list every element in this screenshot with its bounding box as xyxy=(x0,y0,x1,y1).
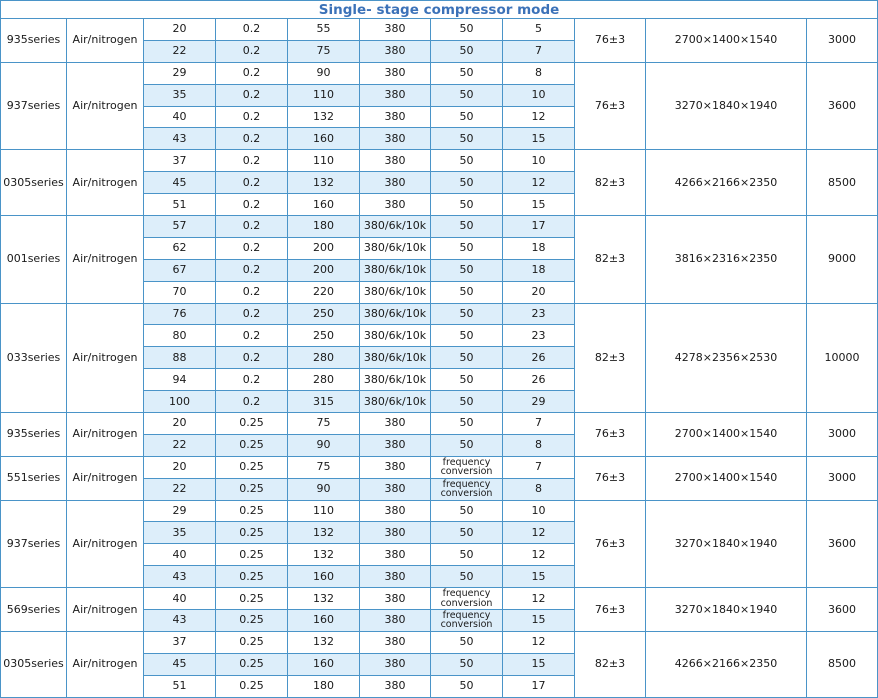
load-cell: 12 xyxy=(503,106,575,128)
series-cell: 551series xyxy=(1,456,67,500)
flow-cell: 100 xyxy=(144,391,216,413)
medium-cell: Air/nitrogen xyxy=(67,456,144,500)
pressure-cell: 0.25 xyxy=(216,522,288,544)
load-cell: 8 xyxy=(503,62,575,84)
medium-cell: Air/nitrogen xyxy=(67,19,144,63)
power-cell: 280 xyxy=(288,369,360,391)
pressure-cell: 0.2 xyxy=(216,106,288,128)
voltage-cell: 380 xyxy=(360,128,431,150)
load-cell: 8 xyxy=(503,434,575,456)
voltage-cell: 380 xyxy=(360,413,431,435)
load-cell: 12 xyxy=(503,172,575,194)
flow-cell: 37 xyxy=(144,150,216,172)
frequency-cell: 50 xyxy=(431,347,503,369)
power-cell: 180 xyxy=(288,675,360,697)
voltage-cell: 380 xyxy=(360,610,431,632)
voltage-cell: 380 xyxy=(360,675,431,697)
frequency-cell: 50 xyxy=(431,631,503,653)
series-cell: 935series xyxy=(1,413,67,457)
power-cell: 132 xyxy=(288,544,360,566)
power-cell: 180 xyxy=(288,216,360,238)
voltage-cell: 380/6k/10k xyxy=(360,259,431,281)
pressure-cell: 0.2 xyxy=(216,347,288,369)
frequency-cell: 50 xyxy=(431,566,503,588)
power-cell: 132 xyxy=(288,106,360,128)
pressure-cell: 0.25 xyxy=(216,544,288,566)
power-cell: 90 xyxy=(288,62,360,84)
pressure-cell: 0.2 xyxy=(216,303,288,325)
series-cell: 0305series xyxy=(1,150,67,216)
voltage-cell: 380/6k/10k xyxy=(360,237,431,259)
frequency-cell: 50 xyxy=(431,128,503,150)
flow-cell: 22 xyxy=(144,434,216,456)
noise-cell: 76±3 xyxy=(575,413,646,457)
load-cell: 10 xyxy=(503,150,575,172)
load-cell: 20 xyxy=(503,281,575,303)
medium-cell: Air/nitrogen xyxy=(67,413,144,457)
flow-cell: 35 xyxy=(144,84,216,106)
weight-cell: 3600 xyxy=(807,62,878,150)
noise-cell: 82±3 xyxy=(575,216,646,304)
frequency-cell: 50 xyxy=(431,369,503,391)
load-cell: 15 xyxy=(503,194,575,216)
title-row xyxy=(1,1,878,19)
power-cell: 160 xyxy=(288,653,360,675)
dimensions-cell: 3270×1840×1940 xyxy=(646,500,807,588)
pressure-cell: 0.25 xyxy=(216,500,288,522)
flow-cell: 94 xyxy=(144,369,216,391)
flow-cell: 20 xyxy=(144,456,216,478)
flow-cell: 40 xyxy=(144,106,216,128)
noise-cell: 76±3 xyxy=(575,62,646,150)
pressure-cell: 0.2 xyxy=(216,84,288,106)
weight-cell: 9000 xyxy=(807,216,878,304)
pressure-cell: 0.2 xyxy=(216,237,288,259)
weight-cell: 8500 xyxy=(807,631,878,697)
power-cell: 220 xyxy=(288,281,360,303)
pressure-cell: 0.2 xyxy=(216,172,288,194)
power-cell: 110 xyxy=(288,500,360,522)
pressure-cell: 0.25 xyxy=(216,434,288,456)
load-cell: 23 xyxy=(503,303,575,325)
flow-cell: 67 xyxy=(144,259,216,281)
flow-cell: 20 xyxy=(144,19,216,41)
table-row xyxy=(1,216,878,238)
flow-cell: 29 xyxy=(144,62,216,84)
load-cell: 10 xyxy=(503,500,575,522)
flow-cell: 88 xyxy=(144,347,216,369)
load-cell: 12 xyxy=(503,588,575,610)
table-row xyxy=(1,19,878,41)
pressure-cell: 0.25 xyxy=(216,588,288,610)
dimensions-cell: 3816×2316×2350 xyxy=(646,216,807,304)
power-cell: 160 xyxy=(288,610,360,632)
noise-cell: 76±3 xyxy=(575,588,646,632)
table-row xyxy=(1,500,878,522)
flow-cell: 45 xyxy=(144,653,216,675)
pressure-cell: 0.25 xyxy=(216,413,288,435)
pressure-cell: 0.25 xyxy=(216,675,288,697)
frequency-cell: 50 xyxy=(431,216,503,238)
series-cell: 0305series xyxy=(1,631,67,697)
dimensions-cell: 2700×1400×1540 xyxy=(646,19,807,63)
voltage-cell: 380/6k/10k xyxy=(360,303,431,325)
flow-cell: 43 xyxy=(144,610,216,632)
medium-cell: Air/nitrogen xyxy=(67,62,144,150)
frequency-cell: 50 xyxy=(431,19,503,41)
power-cell: 75 xyxy=(288,40,360,62)
load-cell: 12 xyxy=(503,522,575,544)
flow-cell: 51 xyxy=(144,194,216,216)
series-cell: 937series xyxy=(1,62,67,150)
frequency-cell: 50 xyxy=(431,106,503,128)
frequency-cell: 50 xyxy=(431,259,503,281)
voltage-cell: 380/6k/10k xyxy=(360,216,431,238)
frequency-cell: 50 xyxy=(431,62,503,84)
voltage-cell: 380 xyxy=(360,150,431,172)
pressure-cell: 0.2 xyxy=(216,62,288,84)
table-row xyxy=(1,62,878,84)
load-cell: 7 xyxy=(503,413,575,435)
weight-cell: 8500 xyxy=(807,150,878,216)
voltage-cell: 380/6k/10k xyxy=(360,369,431,391)
flow-cell: 20 xyxy=(144,413,216,435)
weight-cell: 3000 xyxy=(807,413,878,457)
voltage-cell: 380 xyxy=(360,172,431,194)
series-cell: 001series xyxy=(1,216,67,304)
voltage-cell: 380 xyxy=(360,478,431,500)
load-cell: 18 xyxy=(503,259,575,281)
flow-cell: 70 xyxy=(144,281,216,303)
load-cell: 15 xyxy=(503,610,575,632)
pressure-cell: 0.2 xyxy=(216,194,288,216)
flow-cell: 40 xyxy=(144,588,216,610)
voltage-cell: 380 xyxy=(360,456,431,478)
frequency-cell: frequency conversion xyxy=(431,610,503,632)
power-cell: 75 xyxy=(288,413,360,435)
dimensions-cell: 4278×2356×2530 xyxy=(646,303,807,412)
table-row xyxy=(1,588,878,610)
flow-cell: 37 xyxy=(144,631,216,653)
load-cell: 29 xyxy=(503,391,575,413)
pressure-cell: 0.2 xyxy=(216,150,288,172)
noise-cell: 82±3 xyxy=(575,150,646,216)
frequency-cell: 50 xyxy=(431,434,503,456)
pressure-cell: 0.25 xyxy=(216,566,288,588)
load-cell: 17 xyxy=(503,675,575,697)
pressure-cell: 0.2 xyxy=(216,19,288,41)
frequency-cell: 50 xyxy=(431,303,503,325)
voltage-cell: 380 xyxy=(360,106,431,128)
load-cell: 18 xyxy=(503,237,575,259)
flow-cell: 80 xyxy=(144,325,216,347)
voltage-cell: 380/6k/10k xyxy=(360,281,431,303)
voltage-cell: 380 xyxy=(360,62,431,84)
voltage-cell: 380/6k/10k xyxy=(360,391,431,413)
frequency-cell: 50 xyxy=(431,675,503,697)
load-cell: 7 xyxy=(503,456,575,478)
weight-cell: 3000 xyxy=(807,19,878,63)
flow-cell: 43 xyxy=(144,128,216,150)
frequency-cell: 50 xyxy=(431,391,503,413)
frequency-cell: frequency conversion xyxy=(431,456,503,478)
dimensions-cell: 3270×1840×1940 xyxy=(646,62,807,150)
series-cell: 937series xyxy=(1,500,67,588)
power-cell: 110 xyxy=(288,150,360,172)
flow-cell: 29 xyxy=(144,500,216,522)
dimensions-cell: 2700×1400×1540 xyxy=(646,413,807,457)
load-cell: 15 xyxy=(503,653,575,675)
voltage-cell: 380/6k/10k xyxy=(360,325,431,347)
load-cell: 15 xyxy=(503,566,575,588)
medium-cell: Air/nitrogen xyxy=(67,631,144,697)
frequency-cell: 50 xyxy=(431,150,503,172)
power-cell: 280 xyxy=(288,347,360,369)
load-cell: 7 xyxy=(503,40,575,62)
medium-cell: Air/nitrogen xyxy=(67,588,144,632)
voltage-cell: 380 xyxy=(360,19,431,41)
power-cell: 110 xyxy=(288,84,360,106)
series-cell: 935series xyxy=(1,19,67,63)
pressure-cell: 0.25 xyxy=(216,610,288,632)
frequency-cell: 50 xyxy=(431,40,503,62)
flow-cell: 57 xyxy=(144,216,216,238)
power-cell: 250 xyxy=(288,325,360,347)
frequency-cell: 50 xyxy=(431,544,503,566)
frequency-cell: 50 xyxy=(431,325,503,347)
noise-cell: 76±3 xyxy=(575,456,646,500)
load-cell: 8 xyxy=(503,478,575,500)
weight-cell: 3600 xyxy=(807,500,878,588)
pressure-cell: 0.25 xyxy=(216,478,288,500)
frequency-cell: 50 xyxy=(431,237,503,259)
load-cell: 12 xyxy=(503,631,575,653)
table-row xyxy=(1,150,878,172)
weight-cell: 10000 xyxy=(807,303,878,412)
power-cell: 315 xyxy=(288,391,360,413)
voltage-cell: 380 xyxy=(360,434,431,456)
voltage-cell: 380/6k/10k xyxy=(360,347,431,369)
flow-cell: 35 xyxy=(144,522,216,544)
medium-cell: Air/nitrogen xyxy=(67,150,144,216)
dimensions-cell: 2700×1400×1540 xyxy=(646,456,807,500)
voltage-cell: 380 xyxy=(360,500,431,522)
power-cell: 200 xyxy=(288,237,360,259)
noise-cell: 82±3 xyxy=(575,631,646,697)
noise-cell: 76±3 xyxy=(575,19,646,63)
frequency-cell: frequency conversion xyxy=(431,588,503,610)
frequency-cell: 50 xyxy=(431,653,503,675)
medium-cell: Air/nitrogen xyxy=(67,500,144,588)
frequency-cell: 50 xyxy=(431,172,503,194)
voltage-cell: 380 xyxy=(360,194,431,216)
pressure-cell: 0.2 xyxy=(216,259,288,281)
pressure-cell: 0.25 xyxy=(216,631,288,653)
dimensions-cell: 4266×2166×2350 xyxy=(646,631,807,697)
frequency-cell: 50 xyxy=(431,194,503,216)
pressure-cell: 0.2 xyxy=(216,216,288,238)
voltage-cell: 380 xyxy=(360,566,431,588)
table-title: Single- stage compressor mode xyxy=(1,1,878,19)
flow-cell: 22 xyxy=(144,40,216,62)
voltage-cell: 380 xyxy=(360,522,431,544)
power-cell: 132 xyxy=(288,172,360,194)
flow-cell: 22 xyxy=(144,478,216,500)
load-cell: 17 xyxy=(503,216,575,238)
flow-cell: 40 xyxy=(144,544,216,566)
table-row xyxy=(1,631,878,653)
load-cell: 26 xyxy=(503,369,575,391)
power-cell: 160 xyxy=(288,566,360,588)
noise-cell: 82±3 xyxy=(575,303,646,412)
voltage-cell: 380 xyxy=(360,588,431,610)
dimensions-cell: 4266×2166×2350 xyxy=(646,150,807,216)
power-cell: 55 xyxy=(288,19,360,41)
flow-cell: 43 xyxy=(144,566,216,588)
frequency-cell: 50 xyxy=(431,84,503,106)
flow-cell: 45 xyxy=(144,172,216,194)
pressure-cell: 0.2 xyxy=(216,281,288,303)
power-cell: 160 xyxy=(288,128,360,150)
power-cell: 75 xyxy=(288,456,360,478)
power-cell: 132 xyxy=(288,522,360,544)
load-cell: 23 xyxy=(503,325,575,347)
pressure-cell: 0.2 xyxy=(216,391,288,413)
load-cell: 15 xyxy=(503,128,575,150)
pressure-cell: 0.2 xyxy=(216,128,288,150)
pressure-cell: 0.2 xyxy=(216,369,288,391)
pressure-cell: 0.2 xyxy=(216,325,288,347)
power-cell: 200 xyxy=(288,259,360,281)
power-cell: 160 xyxy=(288,194,360,216)
table-row xyxy=(1,303,878,325)
power-cell: 132 xyxy=(288,588,360,610)
noise-cell: 76±3 xyxy=(575,500,646,588)
load-cell: 26 xyxy=(503,347,575,369)
power-cell: 132 xyxy=(288,631,360,653)
frequency-cell: 50 xyxy=(431,500,503,522)
voltage-cell: 380 xyxy=(360,40,431,62)
pressure-cell: 0.25 xyxy=(216,653,288,675)
load-cell: 5 xyxy=(503,19,575,41)
frequency-cell: 50 xyxy=(431,413,503,435)
frequency-cell: frequency conversion xyxy=(431,478,503,500)
dimensions-cell: 3270×1840×1940 xyxy=(646,588,807,632)
weight-cell: 3600 xyxy=(807,588,878,632)
series-cell: 569series xyxy=(1,588,67,632)
load-cell: 10 xyxy=(503,84,575,106)
power-cell: 250 xyxy=(288,303,360,325)
medium-cell: Air/nitrogen xyxy=(67,303,144,412)
load-cell: 12 xyxy=(503,544,575,566)
weight-cell: 3000 xyxy=(807,456,878,500)
flow-cell: 76 xyxy=(144,303,216,325)
pressure-cell: 0.25 xyxy=(216,456,288,478)
pressure-cell: 0.2 xyxy=(216,40,288,62)
table-row xyxy=(1,456,878,478)
frequency-cell: 50 xyxy=(431,522,503,544)
frequency-cell: 50 xyxy=(431,281,503,303)
power-cell: 90 xyxy=(288,478,360,500)
voltage-cell: 380 xyxy=(360,631,431,653)
flow-cell: 62 xyxy=(144,237,216,259)
table-row xyxy=(1,413,878,435)
medium-cell: Air/nitrogen xyxy=(67,216,144,304)
power-cell: 90 xyxy=(288,434,360,456)
flow-cell: 51 xyxy=(144,675,216,697)
series-cell: 033series xyxy=(1,303,67,412)
voltage-cell: 380 xyxy=(360,84,431,106)
voltage-cell: 380 xyxy=(360,544,431,566)
voltage-cell: 380 xyxy=(360,653,431,675)
